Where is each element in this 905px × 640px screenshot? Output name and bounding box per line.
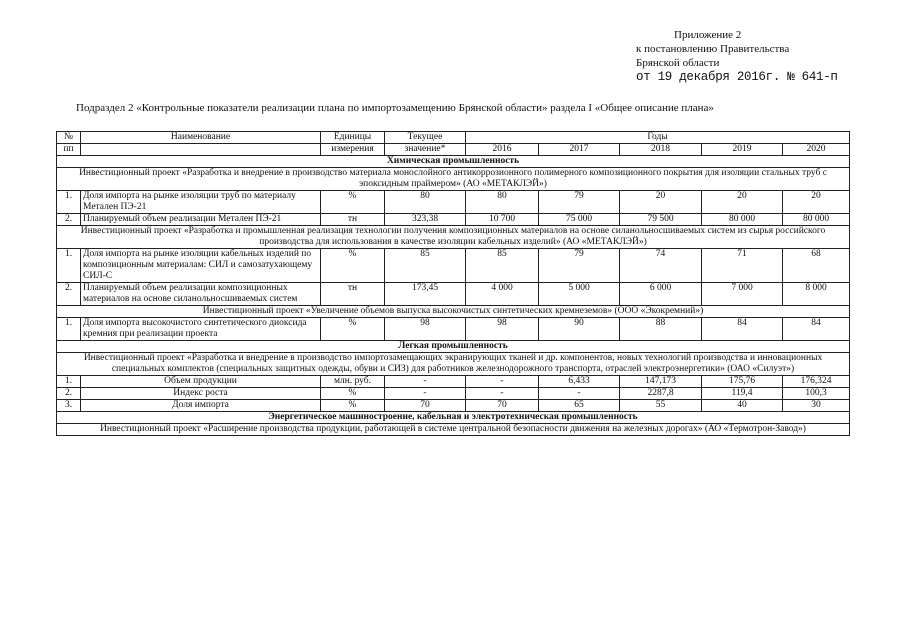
cell-current: 70	[385, 400, 466, 412]
project-4-title: Инвестиционный проект «Разработка и внедрение в производство импортозамещающих экранирующих тканей и др. компонентов, новых технологий производства и инновационных специальных комплектов (специальных защитных одежды, обуви и СИЗ) для работников железнодорожного транспорта, отраслей электроэнергетики» (ОАО «Силуэт»)	[57, 353, 850, 376]
table-row	[57, 191, 850, 214]
cell-2018: 147,173	[620, 376, 702, 388]
section-chemical: Химическая промышленность	[57, 156, 850, 168]
cell-2016: 4 000	[466, 283, 539, 306]
section-light-industry: Легкая промышленность	[57, 341, 850, 353]
cell-current: -	[385, 376, 466, 388]
cell-unit: млн. руб.	[321, 376, 385, 388]
header-unit-2: измерения	[321, 144, 385, 156]
cell-2020: 8 000	[783, 283, 850, 306]
cell-2018: 6 000	[620, 283, 702, 306]
approval-line-2: к постановлению Правительства	[636, 43, 790, 55]
cell-name: Объем продукции	[81, 376, 321, 388]
header-row-1	[57, 132, 850, 144]
cell-2017: 5 000	[539, 283, 620, 306]
project-3-title: Инвестиционный проект «Увеличение объемов выпуска высокочистых синтетических кремнеземов» (ООО «Экокремний»)	[57, 306, 850, 318]
cell-2020: 80 000	[783, 214, 850, 226]
header-unit: Единицы	[321, 132, 385, 144]
cell-2016: 85	[466, 249, 539, 283]
header-name-2	[81, 144, 321, 156]
header-year-2017: 2017	[539, 144, 620, 156]
project-row	[57, 424, 850, 436]
cell-num: 1.	[57, 249, 81, 283]
header-num: №	[57, 132, 81, 144]
cell-unit: %	[321, 249, 385, 283]
header-name: Наименование	[81, 132, 321, 144]
cell-2019: 119,4	[702, 388, 783, 400]
header-num-2: пп	[57, 144, 81, 156]
project-row	[57, 168, 850, 191]
approval-line-3: Брянской области	[636, 57, 720, 69]
project-2-title: Инвестиционный проект «Разработка и промышленная реализация технологии получения композиционных материалов на основе силанольносшиваемых систем из сырья российского производства для использования в качестве изоляции кабельных изделий» (АО «МЕТАКЛЭЙ»)	[57, 226, 850, 249]
cell-2016: 98	[466, 318, 539, 341]
cell-current: 323,38	[385, 214, 466, 226]
cell-current: -	[385, 388, 466, 400]
cell-2017: 65	[539, 400, 620, 412]
header-current: Текущее	[385, 132, 466, 144]
header-row-2	[57, 144, 850, 156]
cell-2020: 84	[783, 318, 850, 341]
table-row	[57, 376, 850, 388]
cell-2020: 68	[783, 249, 850, 283]
cell-unit: тн	[321, 283, 385, 306]
cell-2018: 2287,8	[620, 388, 702, 400]
cell-2016: 80	[466, 191, 539, 214]
cell-2018: 20	[620, 191, 702, 214]
cell-2019: 40	[702, 400, 783, 412]
cell-current: 85	[385, 249, 466, 283]
cell-2019: 80 000	[702, 214, 783, 226]
section-energy: Энергетическое машиностроение, кабельная и электротехническая промышленность	[57, 412, 850, 424]
table-row	[57, 249, 850, 283]
subtitle: Подраздел 2 «Контрольные показатели реализации плана по импортозамещению Брянской области» раздела I «Общее описание плана»	[76, 102, 714, 114]
approval-line-1: Приложение 2	[674, 29, 742, 41]
cell-name: Доля импорта высокочистого синтетического диоксида кремния при реализации проекта	[81, 318, 321, 341]
header-years: Годы	[466, 132, 850, 144]
header-year-2019: 2019	[702, 144, 783, 156]
project-row	[57, 226, 850, 249]
cell-2019: 175,76	[702, 376, 783, 388]
cell-unit: %	[321, 388, 385, 400]
table-row	[57, 283, 850, 306]
header-year-2020: 2020	[783, 144, 850, 156]
cell-2016: 10 700	[466, 214, 539, 226]
cell-num: 1.	[57, 191, 81, 214]
cell-num: 2.	[57, 214, 81, 226]
project-row	[57, 353, 850, 376]
cell-2020: 176,324	[783, 376, 850, 388]
cell-2020: 100,3	[783, 388, 850, 400]
cell-2016: 70	[466, 400, 539, 412]
cell-2019: 84	[702, 318, 783, 341]
cell-2018: 55	[620, 400, 702, 412]
cell-2017: 79	[539, 249, 620, 283]
section-row	[57, 156, 850, 168]
cell-name: Индекс роста	[81, 388, 321, 400]
cell-current: 173,45	[385, 283, 466, 306]
section-row	[57, 341, 850, 353]
cell-2017: 79	[539, 191, 620, 214]
table-row	[57, 214, 850, 226]
cell-unit: %	[321, 191, 385, 214]
cell-2019: 7 000	[702, 283, 783, 306]
cell-2017: 90	[539, 318, 620, 341]
approval-block	[636, 28, 838, 84]
table-row	[57, 400, 850, 412]
cell-2017: 75 000	[539, 214, 620, 226]
cell-name: Планируемый объем реализации композиционных материалов на основе силанольносшиваемых систем	[81, 283, 321, 306]
approval-date: от 19 декабря 2016г. № 641-п	[636, 70, 838, 84]
cell-2017: 6,433	[539, 376, 620, 388]
project-row	[57, 306, 850, 318]
table-row	[57, 318, 850, 341]
table-row	[57, 388, 850, 400]
header-current-2: значение*	[385, 144, 466, 156]
cell-name: Доля импорта на рынке изоляции труб по материалу Метален ПЭ-21	[81, 191, 321, 214]
cell-2018: 88	[620, 318, 702, 341]
cell-num: 2.	[57, 283, 81, 306]
cell-num: 1.	[57, 318, 81, 341]
cell-num: 3.	[57, 400, 81, 412]
header-year-2018: 2018	[620, 144, 702, 156]
cell-2016: -	[466, 388, 539, 400]
project-5-title: Инвестиционный проект «Расширение производства продукции, работающей в системе центральной безопасности движения на железных дорогах» (АО «Термотрон-Завод»)	[57, 424, 850, 436]
cell-2019: 20	[702, 191, 783, 214]
cell-2018: 74	[620, 249, 702, 283]
header-year-2016: 2016	[466, 144, 539, 156]
cell-2020: 20	[783, 191, 850, 214]
cell-unit: тн	[321, 214, 385, 226]
cell-2020: 30	[783, 400, 850, 412]
cell-num: 1.	[57, 376, 81, 388]
section-row	[57, 412, 850, 424]
cell-2019: 71	[702, 249, 783, 283]
cell-2017: -	[539, 388, 620, 400]
cell-name: Доля импорта	[81, 400, 321, 412]
cell-name: Доля импорта на рынке изоляции кабельных изделий по композиционным материалам: СИЛ и самозатухающему СИЛ-С	[81, 249, 321, 283]
cell-name: Планируемый объем реализации Метален ПЭ-21	[81, 214, 321, 226]
cell-unit: %	[321, 318, 385, 341]
cell-current: 98	[385, 318, 466, 341]
cell-current: 80	[385, 191, 466, 214]
cell-num: 2.	[57, 388, 81, 400]
cell-2016: -	[466, 376, 539, 388]
indicators-table	[56, 131, 850, 436]
project-1-title: Инвестиционный проект «Разработка и внедрение в производство материала монослойного антикоррозионного полимерного композиционного покрытия для изоляции стальных труб с эпоксидным праймером» (АО «МЕТАКЛЭЙ»)	[57, 168, 850, 191]
cell-2018: 79 500	[620, 214, 702, 226]
cell-unit: %	[321, 400, 385, 412]
